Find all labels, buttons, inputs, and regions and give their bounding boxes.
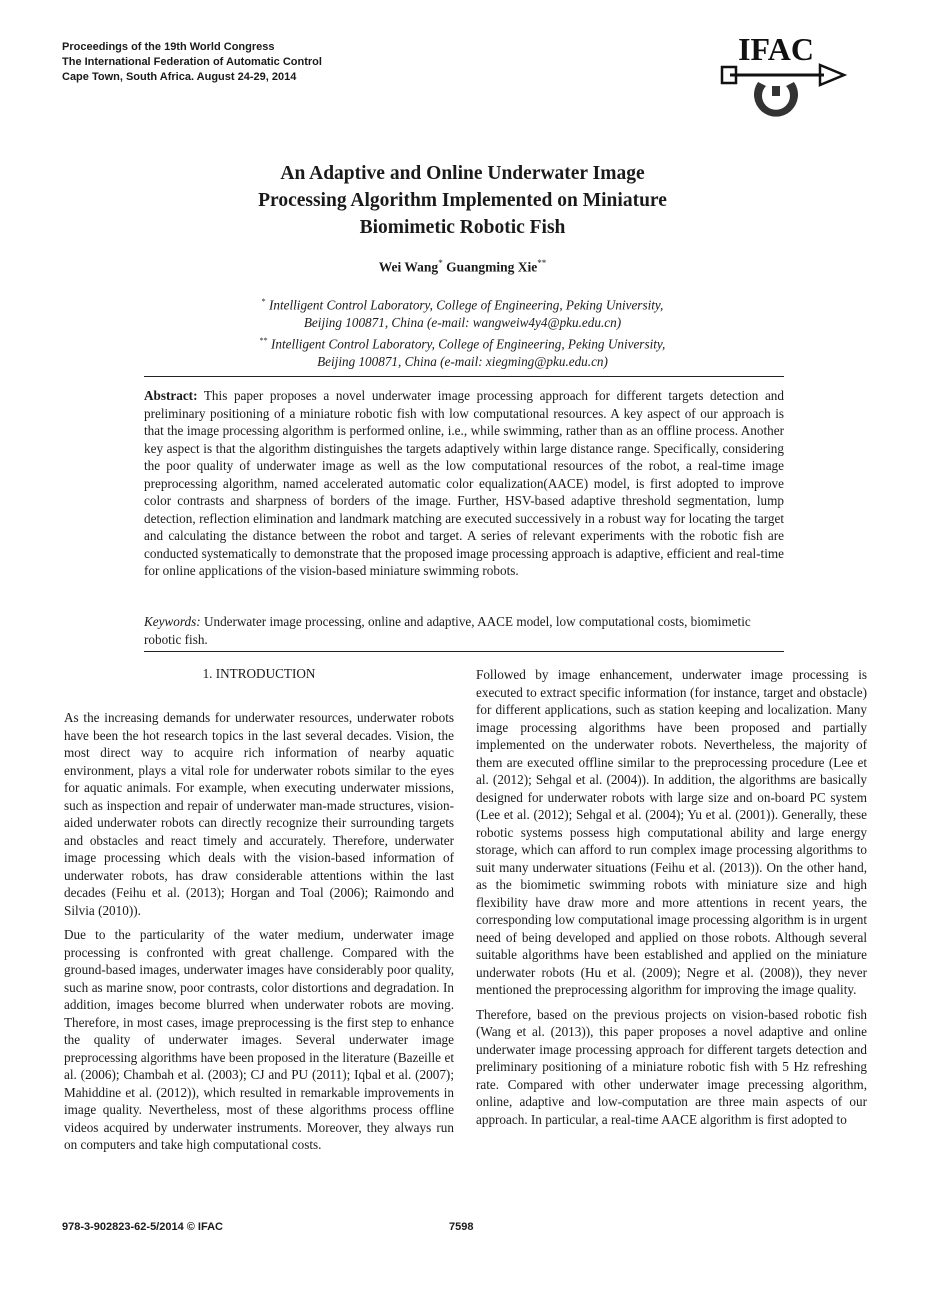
author-2-mark: **	[537, 258, 547, 268]
keywords-text: Underwater image processing, online and adaptive, AACE model, low computational costs, biomimetic robotic fish.	[144, 614, 751, 647]
ifac-logo-text: IFAC	[738, 31, 814, 67]
abstract-text: This paper proposes a novel underwater image processing approach for different targets detection and preliminary positioning of a miniature robotic fish with low computational resources. A key aspect of our approach is that the image processing algorithm is performed online, i.e., while swimming, rather than as an offline process. Another key aspect is that the algorithm distinguishes the targets adaptively within large distance range. Specifically, considering the poor quality of underwater image as well as the low computational resources of the robot, a real-time image preprocessing algorithm, named accelerated automatic color equalization(AACE) model, is first adopted to improve color contrasts and sharpness of borders of the image. Further, HSV-based adaptive threshold segmentation, lump detection, reflection elimination and landmark matching are executed successively in a robust way for locating the target and calculating the distance between the robot and target. A series of relevant experiments with the robotic fish are conducted systematically to demonstrate that the proposed image processing approach is adaptive, efficient and real-time for online applications of the vision-based miniature swimming robots.	[144, 388, 784, 578]
intro-paragraph-2: Due to the particularity of the water medium, underwater image processing is confronted with great challenge. Compared with the ground-based images, underwater images have considerably poor quality, such as marine snow, poor contrasts, color distortions and degradation. In addition, images become blurred when underwater robots are moving. Therefore, in most cases, image preprocessing is the first step to enhance the quality of underwater images. Several underwater image preprocessing algorithms have been proposed in the literature (Bazeille et al. (2006); Chambah et al. (2003); CJ and PU (2011); Iqbal et al. (2007); Mahiddine et al. (2012)), which resulted in remarkable improvements in image quality. Nevertheless, most of these algorithms process offline videos acquired by underwater instruments. Moreover, they always run on computers and take high computational costs.	[64, 927, 454, 1152]
header-line-3: Cape Town, South Africa. August 24-29, 2014	[62, 71, 297, 83]
intro-paragraph-1: As the increasing demands for underwater resources, underwater robots have been the hot research topics in the last several decades. Vision, the most direct way to acquire rich information of nearby aquatic environment, plays a vital role for underwater robots similar to the eyes for aquatic animals. For example, when executing underwater missions, such as inspection and repair of underwater man-made structures, vision-aided underwater robots can directly recognize their surrounding targets and obstacles and react timely and accurately. Therefore, underwater image processing which deals with the vision-based information of underwater robots, has draw considerable attentions within the last decades (Feihu et al. (2013); Horgan and Toal (2006); Raimondo and Silvia (2010)).	[64, 710, 454, 918]
proceedings-header	[62, 40, 322, 85]
title-line-2: Processing Algorithm Implemented on Miniature	[258, 190, 667, 211]
intro-paragraph-3: Followed by image enhancement, underwater image processing is executed to extract specific information (for instance, target and obstacle) for different applications, such as station keeping and localization. Many image processing algorithms have been proposed and partially implemented on the underwater robots. Nevertheless, the majority of them are executed offline similar to the preprocessing procedure (Lee et al. (2012); Sehgal et al. (2004)). In addition, the algorithms are basically designed for underwater robots with large size and on-board PC system (Lee et al. (2012); Sehgal et al. (2004); Yu et al. (2001)). Generally, these robotic systems possess high computational ability and large energy storage, which can afford to run complex image processing algorithms to suit many underwater situations (Feihu et al. (2013)). On the other hand, as the biomimetic swimming robots with miniature size and high flexibility have draw more and more attentions in recent years, the corresponding low computational image processing algorithm is in urgent need of being developed and applied on those robots. Although several suitable algorithms have been established and applied on the miniature underwater robots (Hu et al. (2009); Negre et al. (2008)), they never mentioned the preprocessing algorithm for improving the image quality.	[476, 667, 867, 997]
affil-2-mark: **	[259, 335, 268, 345]
affil-2-line-2: Beijing 100871, China (e-mail: xiegming@pku.edu.cn)	[317, 353, 608, 369]
affiliations	[160, 293, 765, 370]
keywords-label: Keywords:	[144, 614, 201, 629]
left-column	[64, 709, 454, 1161]
abstract-label: Abstract:	[144, 388, 198, 403]
paper-title	[160, 160, 765, 241]
header-line-1: Proceedings of the 19th World Congress	[62, 41, 275, 53]
title-line-3: Biomimetic Robotic Fish	[359, 217, 566, 238]
section-heading: 1. INTRODUCTION	[202, 666, 316, 681]
title-line-1: An Adaptive and Online Underwater Image	[280, 163, 645, 184]
footer-page-number: 7598	[449, 1221, 474, 1233]
abstract	[144, 387, 784, 580]
abstract-top-rule	[144, 376, 784, 377]
authors	[160, 258, 765, 276]
author-1: Wei Wang	[378, 259, 439, 275]
affil-1-mark: *	[261, 297, 266, 306]
keywords-bottom-rule	[144, 651, 784, 652]
keywords	[144, 613, 784, 648]
author-2: Guangming Xie	[446, 259, 538, 275]
ifac-logo	[716, 28, 856, 128]
affil-2-line-1: Intelligent Control Laboratory, College of Engineering, Peking University,	[270, 335, 666, 351]
author-1-mark: *	[438, 258, 443, 268]
footer-isbn: 978-3-902823-62-5/2014 © IFAC	[62, 1221, 223, 1233]
intro-paragraph-4: Therefore, based on the previous projects on vision-based robotic fish (Wang et al. (2013)), this paper proposes a novel adaptive and online underwater image processing approach for different targets detection and preliminary positioning of a miniature robotic fish with 5 Hz refreshing rate. Compared with other underwater image precessing algorithm, online, adaptive and low-computation are three main aspects of our approach. In particular, a real-time AACE algorithm is first adopted to	[476, 1006, 867, 1127]
right-column	[476, 666, 867, 1135]
affil-1-line-1: Intelligent Control Laboratory, College of Engineering, Peking University,	[268, 297, 664, 313]
header-line-2: The International Federation of Automatic Control	[62, 56, 322, 68]
affil-1-line-2: Beijing 100871, China (e-mail: wangweiw4y4@pku.edu.cn)	[303, 314, 622, 330]
